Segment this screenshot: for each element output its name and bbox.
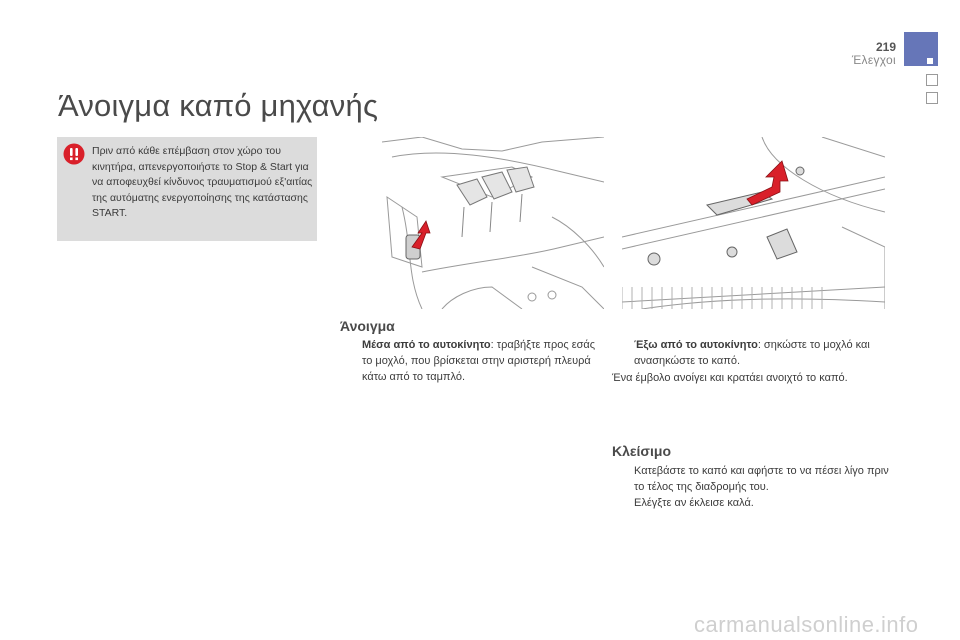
spring-note: Ένα έμβολο ανοίγει και κρατάει ανοιχτό το καπό. <box>612 372 848 384</box>
bullet-inside-label: Μέσα από το αυτοκίνητο <box>362 339 491 351</box>
bullet-check-text: Ελέγξτε αν έκλεισε καλά. <box>634 497 754 509</box>
watermark: carmanualsonline.info <box>694 612 919 637</box>
warning-box <box>57 137 317 241</box>
illustration-exterior-latch <box>622 137 885 309</box>
bullet-inside <box>340 337 605 385</box>
section-tab-marker <box>927 58 933 64</box>
heading-closing: Κλείσιμο <box>612 443 672 459</box>
exclamation-icon <box>63 143 85 165</box>
illustration-interior-lever <box>382 137 604 309</box>
bullet-inside-text: : τραβήξτε προς εσάς το μοχλό, που βρίσκεται στην αριστερή πλευρά κάτω από το ταμπλό. <box>362 339 596 383</box>
section-name: Έλεγχοι <box>851 53 896 67</box>
bullet-outside <box>612 337 877 369</box>
section-tab-box <box>926 74 938 86</box>
section-tab-box <box>926 92 938 104</box>
bullet-outside-label: Έξω από το αυτοκίνητο <box>634 339 758 351</box>
bullet-outside-text: : σηκώστε το μοχλό και ανασηκώστε το καπό. <box>634 339 870 367</box>
bullet-lower-bonnet <box>612 463 892 495</box>
bullet-check-closed <box>612 495 892 511</box>
page-number: 219 <box>875 40 896 54</box>
warning-text: Πριν από κάθε επέμβαση στον χώρο του κινητήρα, απενεργοποιήστε το Stop & Start για να αποφευχθεί κίνδυνος τραυματισμού εξ'αιτίας της αυτόματης ενεργοποίησης της κατάστασης START. <box>92 145 313 219</box>
bullet-lower-text: Κατεβάστε το καπό και αφήστε το να πέσει λίγο πριν το τέλος της διαδρομής του. <box>634 465 889 493</box>
page-title: Άνοιγμα καπό μηχανής <box>58 88 379 123</box>
heading-opening: Άνοιγμα <box>340 318 395 334</box>
